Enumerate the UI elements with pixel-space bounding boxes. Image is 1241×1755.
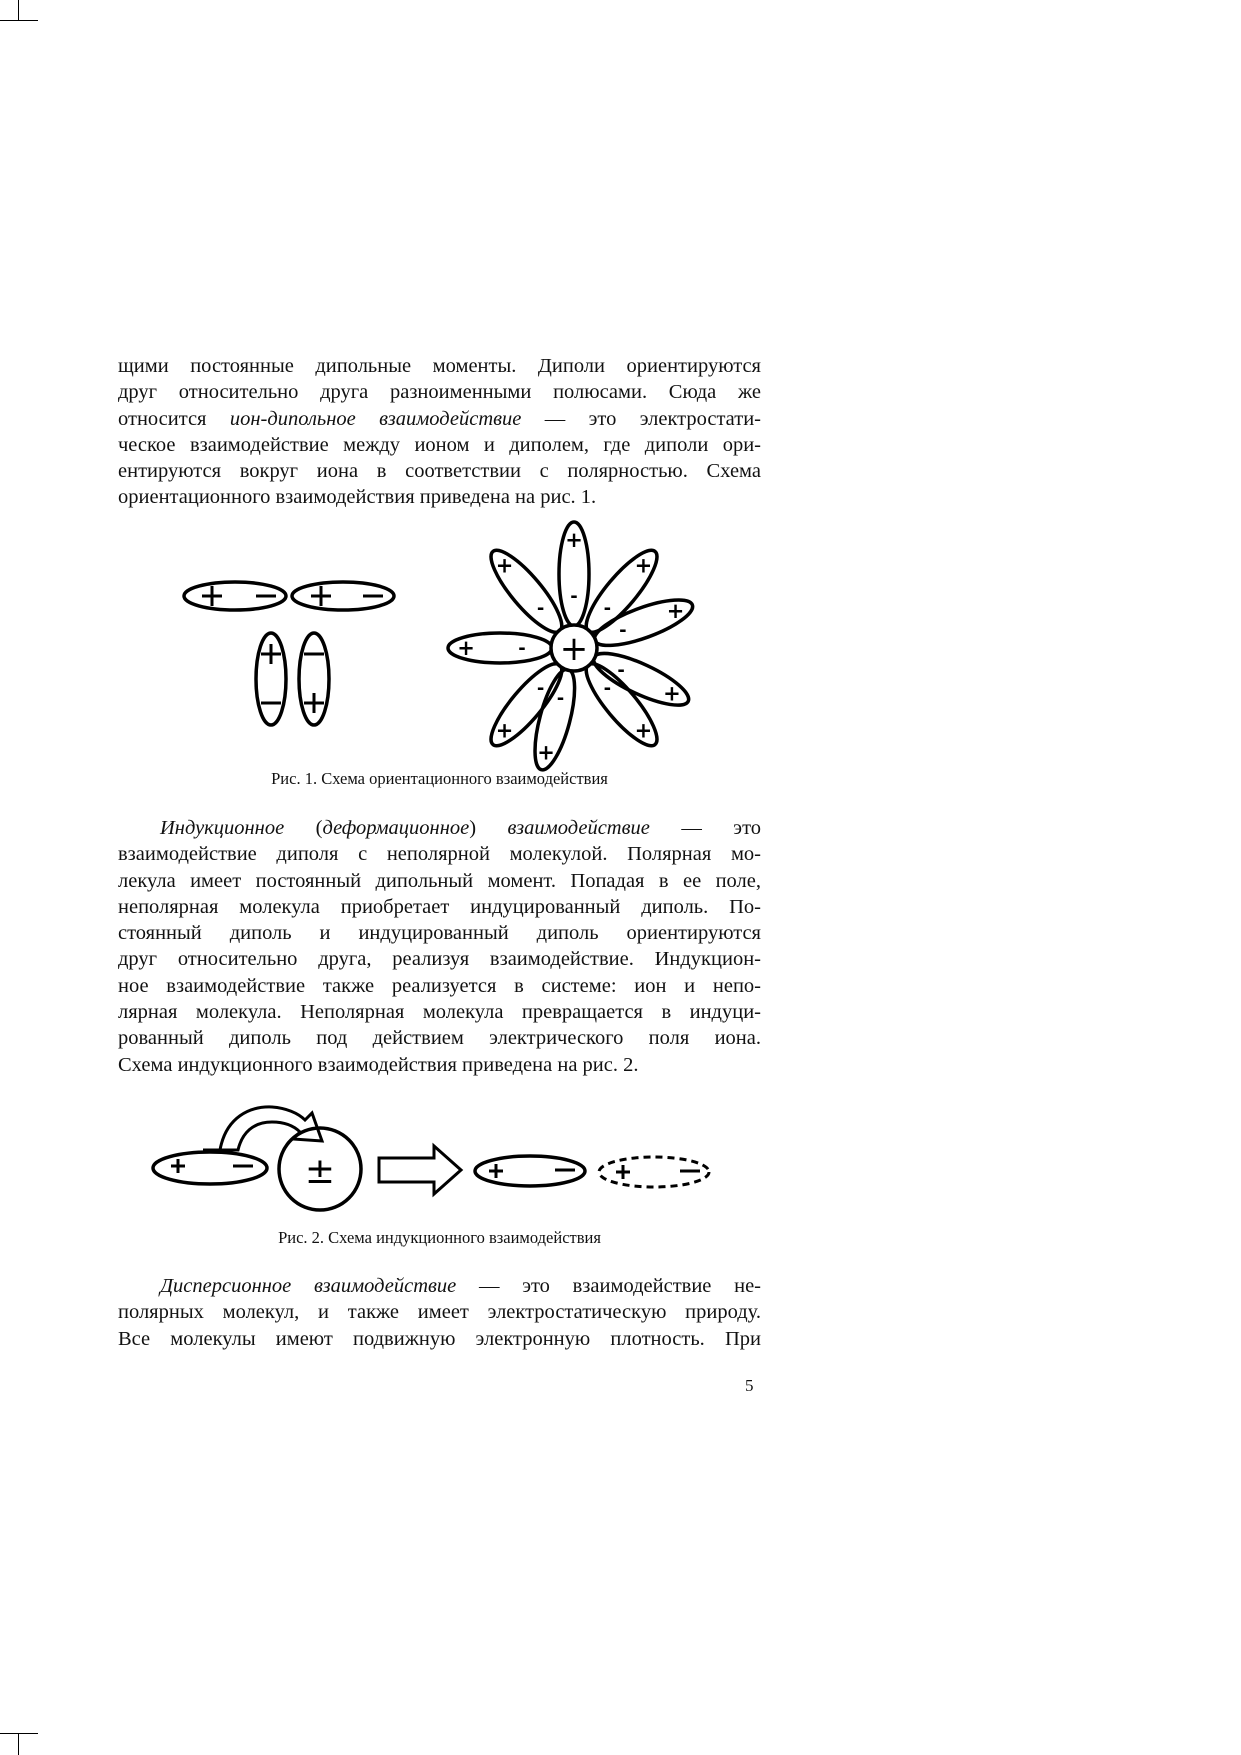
- text-line: Дисперсионное взаимодействие — это взаимодействие не-: [160, 1275, 762, 1297]
- text-line: стоянный диполь и индуцированный диполь ориентируются: [118, 922, 761, 945]
- block-arrow: [379, 1146, 461, 1194]
- text-line: лекула имеет постоянный дипольный момент. Попадая в ее поле,: [118, 869, 761, 892]
- minus-sign: -: [536, 598, 545, 620]
- dipole-pair-horizontal: [184, 582, 394, 610]
- plus-sign: +: [495, 553, 514, 578]
- plus-sign: +: [663, 681, 681, 706]
- figure-2-induction-scheme: [0, 1080, 1241, 1230]
- term-ion-dipole: ион-дипольное взаимодействие: [229, 407, 522, 430]
- central-ion-plus: +: [559, 629, 589, 669]
- radial-dipole: [481, 542, 571, 641]
- text-line: ческое взаимодействие между ионом и диполем, где диполи ори-: [118, 433, 761, 456]
- text-line: взаимодействие диполя с неполярной молекулой. Полярная мо-: [118, 843, 761, 866]
- crop-mark-bottom-horizontal: [0, 1733, 38, 1734]
- term-dispersion: Дисперсионное взаимодействие: [160, 1275, 457, 1297]
- text-line: неполярная молекула приобретает индуцированный диполь. По-: [118, 895, 761, 918]
- text-line: друг относительно друга разноименными полюсами. Сюда же: [118, 381, 761, 404]
- text-line: ориентационного взаимодействия приведена на рис. 1.: [118, 486, 597, 509]
- term-deformation: деформационное: [322, 817, 470, 839]
- minus-sign: -: [619, 620, 627, 642]
- page-number: 5: [745, 1376, 754, 1395]
- radial-dipole: [559, 522, 589, 626]
- minus-sign: -: [536, 677, 545, 699]
- figure-1-caption: Рис. 1. Схема ориентационного взаимодействия: [271, 769, 608, 788]
- paragraph-dispersion-interaction: [118, 1273, 761, 1352]
- plus-sign: +: [666, 599, 685, 624]
- plus-sign: +: [565, 528, 583, 552]
- minus-sign: -: [603, 677, 612, 699]
- ion-plus-minus-label: ±: [304, 1151, 336, 1192]
- ion-with-dipoles: [448, 522, 697, 774]
- plus-sign: +: [457, 636, 475, 660]
- text-line: щими постоянные дипольные моменты. Диполи ориентируются: [118, 355, 761, 377]
- term-induction: Индукционное: [160, 817, 285, 839]
- figure-2-caption: Рис. 2. Схема индукционного взаимодействия: [278, 1228, 601, 1247]
- crop-mark-bottom-vertical: [18, 1733, 19, 1755]
- minus-sign: -: [518, 638, 526, 659]
- text-line: относится ион-дипольное взаимодействие — это электростати-: [118, 407, 762, 430]
- curved-arrow: [203, 1107, 322, 1150]
- minus-sign: -: [556, 688, 565, 710]
- text-line: лярная молекула. Неполярная молекула превращается в индуци-: [118, 1001, 761, 1024]
- text-line: Схема индукционного взаимодействия приведена на рис. 2.: [118, 1053, 639, 1076]
- plus-sign: +: [634, 718, 653, 743]
- text-line: рованный диполь под действием электрического поля иона.: [118, 1027, 761, 1050]
- minus-sign: -: [570, 586, 578, 607]
- plus-sign: +: [634, 553, 653, 578]
- text-line: Индукционное (деформационное) взаимодействие — это: [160, 817, 762, 839]
- figure-1-orientation-scheme: [0, 0, 1241, 800]
- text-line: полярных молекул, и также имеет электростатическую природу.: [118, 1301, 761, 1324]
- dipole-left: [153, 1152, 267, 1184]
- radial-dipole: [448, 633, 552, 663]
- text-line: друг относительно друга, реализуя взаимодействие. Индукцион-: [118, 948, 761, 971]
- plus-sign: +: [537, 740, 555, 765]
- paragraph-induction-interaction: [118, 815, 761, 1078]
- term-interaction: взаимодействие: [507, 817, 650, 839]
- text-line: ентируются вокруг иона в соответствии с полярностью. Схема: [118, 460, 761, 483]
- text-line: Все молекулы имеют подвижную электронную плотность. При: [118, 1327, 761, 1350]
- text-line: ное взаимодействие также реализуется в системе: ион и непо-: [118, 974, 761, 997]
- minus-sign: -: [617, 660, 625, 681]
- plus-sign: +: [495, 718, 514, 743]
- minus-sign: -: [603, 598, 612, 620]
- dipole-pair-vertical: [256, 633, 329, 725]
